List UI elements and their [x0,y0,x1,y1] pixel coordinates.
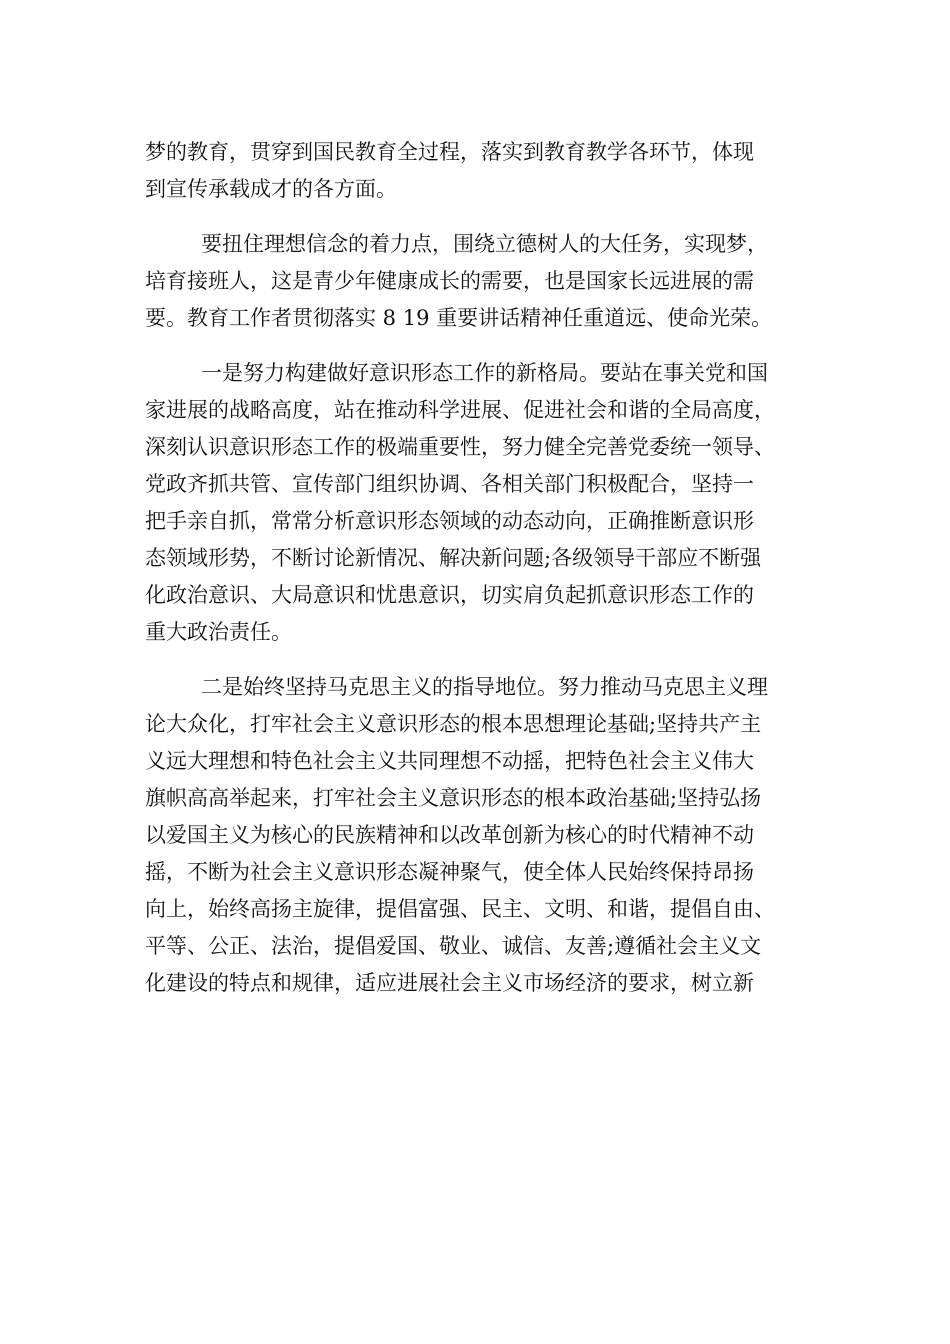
text-line: 培育接班人，这是青少年健康成长的需要，也是国家长远进展的需 [145,269,754,293]
text-line: 重大政治责任。 [145,620,292,644]
text-line: 化建设的特点和规律，适应进展社会主义市场经济的要求，树立新 [145,971,754,995]
text-line: 二是始终坚持马克思主义的指导地位。努力推动马克思主义理 [201,675,768,699]
text-line: 要。教育工作者贯彻落实 8 19 重要讲话精神任重道远、使命光荣。 [145,306,773,330]
paragraph-4 [145,669,825,1002]
text-line: 梦的教育，贯穿到国民教育全过程，落实到教育教学各环节，体现 [145,140,754,164]
text-line: 向上，始终高扬主旋律，提倡富强、民主、文明、和谐，提倡自由、 [145,897,775,921]
text-line: 党政齐抓共管、宣传部门组织协调、各相关部门积极配合，坚持一 [145,472,754,496]
paragraph-2 [145,226,825,337]
paragraph-gap [145,337,825,355]
text-line: 平等、公正、法治，提倡爱国、敬业、诚信、友善;遵循社会主义文 [145,934,762,958]
text-line: 态领域形势，不断讨论新情况、解决新问题;各级领导干部应不断强 [145,546,762,570]
paragraph-gap [145,208,825,226]
body-text [145,134,825,1002]
text-line: 旗帜高高举起来，打牢社会主义意识形态的根本政治基础;坚持弘扬 [145,786,762,810]
text-line: 义远大理想和特色社会主义共同理想不动摇，把特色社会主义伟大 [145,749,754,773]
text-line: 化政治意识、大局意识和忧患意识，切实肩负起抓意识形态工作的 [145,583,754,607]
paragraph-1 [145,134,825,208]
text-line: 论大众化，打牢社会主义意识形态的根本思想理论基础;坚持共产主 [145,712,762,736]
text-line: 深刻认识意识形态工作的极端重要性，努力健全完善党委统一领导、 [145,435,775,459]
text-line: 以爱国主义为核心的民族精神和以改革创新为核心的时代精神不动 [145,823,754,847]
text-line: 一是努力构建做好意识形态工作的新格局。要站在事关党和国 [201,361,768,385]
text-line: 家进展的战略高度，站在推动科学进展、促进社会和谐的全局高度， [145,398,775,422]
text-line: 摇，不断为社会主义意识形态凝神聚气，使全体人民始终保持昂扬 [145,860,754,884]
paragraph-3 [145,355,825,651]
text-line: 到宣传承载成才的各方面。 [145,177,397,201]
text-line: 把手亲自抓，常常分析意识形态领域的动态动向，正确推断意识形 [145,509,754,533]
text-line: 要扭住理想信念的着力点，围绕立德树人的大任务，实现梦， [201,232,768,256]
paragraph-gap [145,651,825,669]
